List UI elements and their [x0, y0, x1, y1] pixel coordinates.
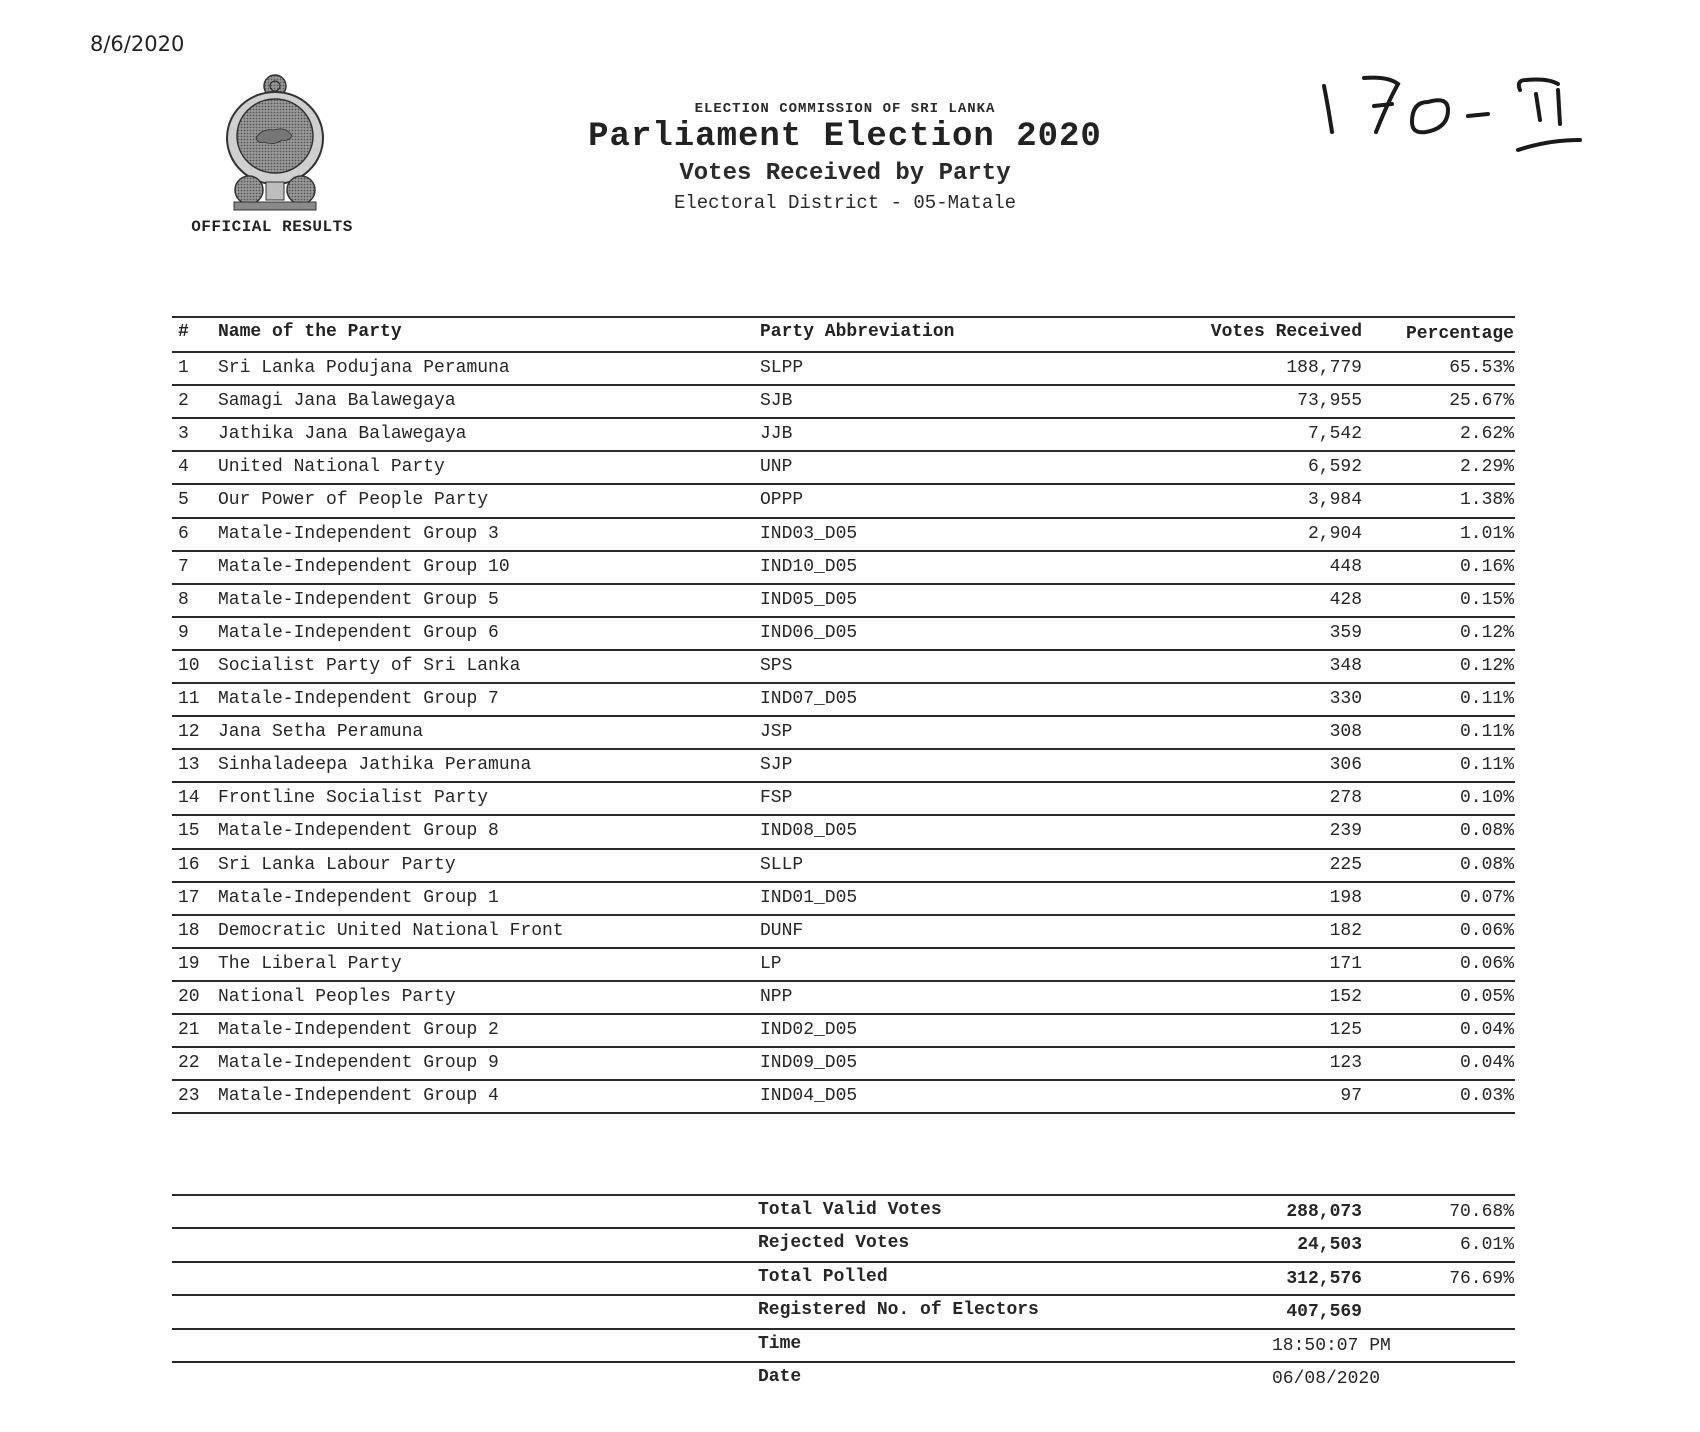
party-abbreviation: SLLP — [760, 854, 804, 875]
vote-percentage: 0.03% — [1459, 1086, 1514, 1107]
party-name: Sri Lanka Podujana Peramuna — [218, 358, 510, 378]
row-number: 10 — [178, 655, 200, 676]
print-date: 8/6/2020 — [90, 32, 185, 56]
summary-rule — [172, 1261, 1515, 1263]
summary-label: Total Valid Votes — [758, 1200, 942, 1220]
vote-percentage: 0.10% — [1459, 788, 1514, 809]
row-number: 12 — [178, 722, 200, 743]
row-number: 3 — [178, 424, 189, 445]
row-number: 11 — [178, 689, 200, 709]
vote-percentage: 0.06% — [1459, 953, 1514, 974]
party-abbreviation: FSP — [760, 788, 793, 809]
party-abbreviation: SPS — [760, 655, 793, 676]
party-name: Matale-Independent Group 8 — [218, 821, 499, 842]
col-header-party-name: Name of the Party — [218, 322, 402, 342]
row-rule — [172, 583, 1515, 585]
votes-received: 7,542 — [1307, 424, 1362, 445]
party-name: Our Power of People Party — [218, 490, 489, 511]
vote-percentage: 0.16% — [1459, 556, 1514, 577]
row-number: 5 — [178, 490, 189, 511]
row-rule — [172, 550, 1515, 552]
row-number: 23 — [178, 1086, 200, 1107]
party-abbreviation: IND08_D05 — [760, 821, 858, 842]
summary-label: Registered No. of Electors — [758, 1300, 1039, 1321]
party-abbreviation: IND01_D05 — [760, 887, 858, 908]
party-abbreviation: JJB — [760, 424, 793, 445]
row-number: 4 — [178, 457, 189, 478]
party-abbreviation: IND07_D05 — [760, 689, 858, 709]
vote-percentage: 2.62% — [1459, 424, 1514, 445]
party-name: Matale-Independent Group 10 — [218, 556, 510, 577]
party-abbreviation: SJB — [760, 391, 793, 412]
votes-received: 6,592 — [1307, 457, 1362, 478]
row-number: 6 — [178, 523, 189, 544]
party-abbreviation: IND05_D05 — [760, 589, 858, 610]
votes-received: 428 — [1329, 589, 1362, 610]
row-rule — [172, 1079, 1515, 1081]
organization-name: ELECTION COMMISSION OF SRI LANKA — [694, 101, 996, 117]
party-abbreviation: IND03_D05 — [760, 523, 858, 544]
row-rule — [172, 947, 1515, 949]
row-number: 21 — [178, 1020, 200, 1040]
row-rule — [172, 1046, 1515, 1048]
row-rule — [172, 616, 1515, 618]
votes-received: 125 — [1329, 1020, 1362, 1040]
summary-rule — [172, 1227, 1515, 1229]
vote-percentage: 0.12% — [1459, 622, 1514, 643]
party-name: National Peoples Party — [218, 986, 456, 1007]
party-name: Jathika Jana Balawegaya — [218, 424, 467, 445]
summary-label: Total Polled — [758, 1266, 888, 1287]
row-number: 14 — [178, 788, 200, 809]
votes-received: 308 — [1329, 722, 1362, 743]
party-name: Democratic United National Front — [218, 920, 564, 941]
row-rule — [172, 517, 1515, 519]
row-rule — [172, 748, 1515, 750]
party-abbreviation: IND02_D05 — [760, 1020, 858, 1040]
row-number: 9 — [178, 622, 189, 643]
vote-percentage: 0.06% — [1459, 920, 1514, 941]
summary-percentage: 6.01% — [1459, 1235, 1514, 1256]
votes-received: 182 — [1329, 920, 1362, 941]
votes-received: 152 — [1329, 986, 1362, 1007]
row-rule — [172, 848, 1515, 850]
party-abbreviation: UNP — [760, 457, 793, 478]
table-header-rule — [172, 351, 1515, 353]
vote-percentage: 0.04% — [1459, 1053, 1514, 1074]
party-name: Matale-Independent Group 5 — [218, 589, 499, 610]
vote-percentage: 0.08% — [1459, 854, 1514, 875]
votes-received: 171 — [1329, 953, 1362, 974]
votes-received: 225 — [1329, 854, 1362, 875]
summary-label: Date — [758, 1367, 802, 1387]
row-rule — [172, 781, 1515, 783]
summary-percentage: 70.68% — [1449, 1202, 1514, 1222]
row-rule — [172, 814, 1515, 816]
official-results-caption: OFFICIAL RESULTS — [191, 218, 353, 236]
row-rule — [172, 715, 1515, 717]
summary-label: Rejected Votes — [758, 1233, 910, 1254]
votes-received: 123 — [1329, 1053, 1362, 1074]
party-name: Matale-Independent Group 2 — [218, 1020, 499, 1040]
row-rule — [172, 881, 1515, 883]
vote-percentage: 0.12% — [1459, 655, 1514, 676]
row-number: 19 — [178, 953, 200, 974]
document-subtitle: Votes Received by Party — [679, 160, 1011, 187]
vote-percentage: 0.04% — [1459, 1020, 1514, 1040]
summary-value: 24,503 — [1297, 1235, 1362, 1256]
electoral-district: Electoral District - 05-Matale — [673, 192, 1017, 214]
party-name: Jana Setha Peramuna — [218, 722, 424, 743]
party-name: Matale-Independent Group 9 — [218, 1053, 499, 1074]
row-number: 15 — [178, 821, 200, 842]
vote-percentage: 65.53% — [1449, 358, 1514, 378]
votes-received: 3,984 — [1307, 490, 1362, 511]
vote-percentage: 0.15% — [1459, 589, 1514, 610]
party-name: Matale-Independent Group 6 — [218, 622, 499, 643]
party-name: Samagi Jana Balawegaya — [218, 391, 456, 412]
row-rule — [172, 417, 1515, 419]
vote-percentage: 0.08% — [1459, 821, 1514, 842]
row-number: 16 — [178, 854, 200, 875]
party-name: Sri Lanka Labour Party — [218, 854, 456, 875]
votes-received: 278 — [1329, 788, 1362, 809]
party-abbreviation: NPP — [760, 986, 793, 1007]
votes-received: 348 — [1329, 655, 1362, 676]
party-name: Socialist Party of Sri Lanka — [218, 655, 521, 676]
row-rule — [172, 649, 1515, 651]
party-abbreviation: IND06_D05 — [760, 622, 858, 643]
row-number: 18 — [178, 920, 200, 941]
party-abbreviation: IND09_D05 — [760, 1053, 858, 1074]
row-number: 7 — [178, 556, 189, 577]
row-rule — [172, 914, 1515, 916]
row-number: 8 — [178, 589, 189, 610]
col-header-abbreviation: Party Abbreviation — [760, 322, 955, 342]
row-number: 2 — [178, 391, 189, 412]
votes-received: 198 — [1329, 887, 1362, 908]
vote-percentage: 1.01% — [1459, 523, 1514, 544]
summary-value: 06/08/2020 — [1272, 1369, 1381, 1389]
votes-received: 73,955 — [1297, 391, 1362, 412]
row-rule — [172, 1112, 1515, 1114]
row-number: 17 — [178, 887, 200, 908]
party-name: The Liberal Party — [218, 953, 402, 974]
party-name: United National Party — [218, 457, 445, 478]
row-number: 1 — [178, 358, 189, 378]
row-rule — [172, 980, 1515, 982]
summary-value: 312,576 — [1286, 1268, 1362, 1289]
row-number: 22 — [178, 1053, 200, 1074]
votes-received: 188,779 — [1286, 358, 1362, 378]
vote-percentage: 0.07% — [1459, 887, 1514, 908]
party-abbreviation: SJP — [760, 755, 793, 776]
row-rule — [172, 384, 1515, 386]
document-title: Parliament Election 2020 — [588, 118, 1102, 156]
party-name: Sinhaladeepa Jathika Peramuna — [218, 755, 532, 776]
summary-top-rule — [172, 1194, 1515, 1196]
votes-received: 2,904 — [1307, 523, 1362, 544]
party-name: Matale-Independent Group 7 — [218, 689, 499, 709]
votes-received: 239 — [1329, 821, 1362, 842]
vote-percentage: 0.11% — [1459, 689, 1514, 709]
summary-rule — [172, 1328, 1515, 1330]
row-rule — [172, 483, 1515, 485]
vote-percentage: 0.05% — [1459, 986, 1514, 1007]
row-number: 20 — [178, 986, 200, 1007]
summary-value: 288,073 — [1286, 1202, 1362, 1222]
votes-received: 97 — [1340, 1086, 1362, 1107]
party-name: Matale-Independent Group 3 — [218, 523, 499, 544]
summary-value: 18:50:07 PM — [1272, 1335, 1391, 1356]
vote-percentage: 2.29% — [1459, 457, 1514, 478]
vote-percentage: 0.11% — [1459, 755, 1514, 776]
row-rule — [172, 450, 1515, 452]
handwritten-annotation — [1320, 72, 1600, 162]
votes-received: 330 — [1329, 689, 1362, 709]
row-rule — [172, 682, 1515, 684]
summary-rule — [172, 1294, 1515, 1296]
vote-percentage: 1.38% — [1459, 490, 1514, 511]
party-abbreviation: LP — [760, 953, 782, 974]
row-rule — [172, 1013, 1515, 1015]
party-abbreviation: IND10_D05 — [760, 556, 858, 577]
party-abbreviation: IND04_D05 — [760, 1086, 858, 1107]
row-number: 13 — [178, 755, 200, 776]
summary-rule — [172, 1361, 1515, 1363]
summary-label: Time — [758, 1333, 802, 1354]
party-name: Frontline Socialist Party — [218, 788, 489, 809]
col-header-number: # — [178, 322, 189, 342]
party-abbreviation: JSP — [760, 722, 793, 743]
party-abbreviation: OPPP — [760, 490, 804, 511]
party-name: Matale-Independent Group 1 — [218, 887, 499, 908]
vote-percentage: 25.67% — [1449, 391, 1514, 412]
summary-value: 407,569 — [1286, 1302, 1362, 1323]
summary-percentage: 76.69% — [1449, 1268, 1514, 1289]
votes-received: 306 — [1329, 755, 1362, 776]
votes-received: 448 — [1329, 556, 1362, 577]
sri-lanka-emblem-icon — [222, 72, 328, 214]
party-abbreviation: SLPP — [760, 358, 804, 378]
party-name: Matale-Independent Group 4 — [218, 1086, 499, 1107]
table-top-rule — [172, 316, 1515, 318]
votes-received: 359 — [1329, 622, 1362, 643]
vote-percentage: 0.11% — [1459, 722, 1514, 743]
col-header-votes: Votes Received — [1210, 322, 1362, 342]
party-abbreviation: DUNF — [760, 920, 804, 941]
col-header-percentage: Percentage — [1405, 324, 1514, 344]
